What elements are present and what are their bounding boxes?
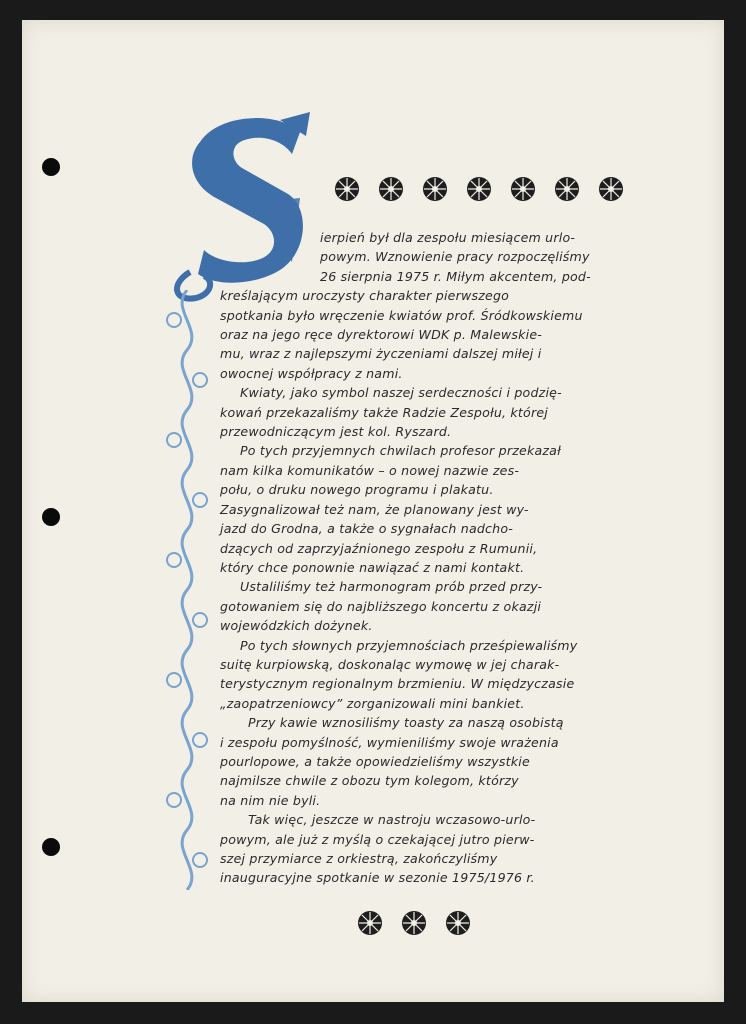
- rosette-icon: [376, 174, 406, 204]
- text-line: pourlopowe, a także opowiedzieliśmy wszystkie: [220, 753, 530, 769]
- text-line: Po tych przyjemnych chwilach profesor przekazał: [240, 443, 561, 459]
- rosette-icon: [420, 174, 450, 204]
- text-line: gotowaniem się do najbliższego koncertu z okazji: [220, 598, 542, 614]
- rosette-icon: [596, 174, 626, 204]
- text-line: ierpień był dla zespołu miesiącem urlo-: [320, 230, 576, 245]
- text-line: Przy kawie wznosiliśmy toasty za naszą osobistą: [248, 715, 564, 731]
- handwritten-body-text: [220, 228, 650, 888]
- ornamental-vine-border-icon: [160, 290, 214, 890]
- text-line: który chce ponownie nawiązać z nami kontakt.: [220, 559, 525, 575]
- text-line: inauguracyjne spotkanie w sezonie 1975/1976 r.: [220, 870, 535, 886]
- rosette-row-bottom: [355, 908, 473, 938]
- rosette-row-top: [332, 174, 626, 204]
- text-line: Tak więc, jeszcze w nastroju wczasowo-urlo-: [248, 812, 536, 828]
- punch-hole: [42, 158, 60, 176]
- text-line: Zasygnalizował też nam, że planowany jest wy-: [220, 501, 529, 517]
- text-line: owocnej współpracy z nami.: [220, 365, 403, 381]
- text-line: mu, wraz z najlepszymi życzeniami dalszej miłej i: [220, 346, 542, 362]
- rosette-icon: [355, 908, 385, 938]
- text-line: 26 sierpnia 1975 r. Miłym akcentem, pod-: [320, 268, 591, 284]
- text-line: „zaopatrzeniowcy” zorganizowali mini bankiet.: [220, 695, 525, 711]
- rosette-icon: [552, 174, 582, 204]
- punch-hole: [42, 508, 60, 526]
- text-line: połu, o druku nowego programu i plakatu.: [220, 482, 494, 498]
- rosette-icon: [508, 174, 538, 204]
- text-line: powym. Wznowienie pracy rozpoczęliśmy: [320, 249, 590, 265]
- rosette-icon: [464, 174, 494, 204]
- text-line: dzących od zaprzyjaźnionego zespołu z Rumunii,: [220, 540, 538, 556]
- text-line: oraz na jego ręce dyrektorowi WDK p. Malewskie-: [220, 327, 543, 343]
- text-line: suitę kurpiowską, doskonaląc wymowę w jej charak-: [220, 656, 560, 672]
- text-line: terystycznym regionalnym brzmieniu. W międzyczasie: [220, 676, 575, 692]
- text-line: Po tych słownych przyjemnościach prześpiewaliśmy: [240, 637, 578, 653]
- text-line: kreślającym uroczysty charakter pierwszego: [220, 288, 510, 304]
- text-line: szej przymiarce z orkiestrą, zakończyliśmy: [220, 851, 498, 866]
- text-line: powym, ale już z myślą o czekającej jutro pierw-: [220, 831, 535, 847]
- punch-hole: [42, 838, 60, 856]
- text-line: nam kilka komunikatów – o nowej nazwie zes-: [220, 462, 520, 478]
- text-line: Ustaliliśmy też harmonogram prób przed przy-: [240, 579, 543, 595]
- text-line: i zespołu pomyślność, wymieniliśmy swoje wrażenia: [220, 734, 559, 750]
- text-line: najmilsze chwile z obozu tym kolegom, którzy: [220, 773, 519, 789]
- text-line: wojewódzkich dożynek.: [220, 618, 373, 634]
- rosette-icon: [399, 908, 429, 938]
- text-line: Kwiaty, jako symbol naszej serdeczności i podzię-: [240, 385, 562, 401]
- rosette-icon: [443, 908, 473, 938]
- text-line: przewodniczącym jest kol. Ryszard.: [220, 424, 452, 440]
- rosette-icon: [332, 174, 362, 204]
- text-line: na nim nie byli.: [220, 792, 321, 808]
- text-line: jazd do Grodna, a także o sygnałach nadcho-: [220, 521, 514, 537]
- text-line: spotkania było wręczenie kwiatów prof. Śródkowskiemu: [220, 307, 583, 323]
- text-line: kowań przekazaliśmy także Radzie Zespołu, której: [220, 404, 548, 420]
